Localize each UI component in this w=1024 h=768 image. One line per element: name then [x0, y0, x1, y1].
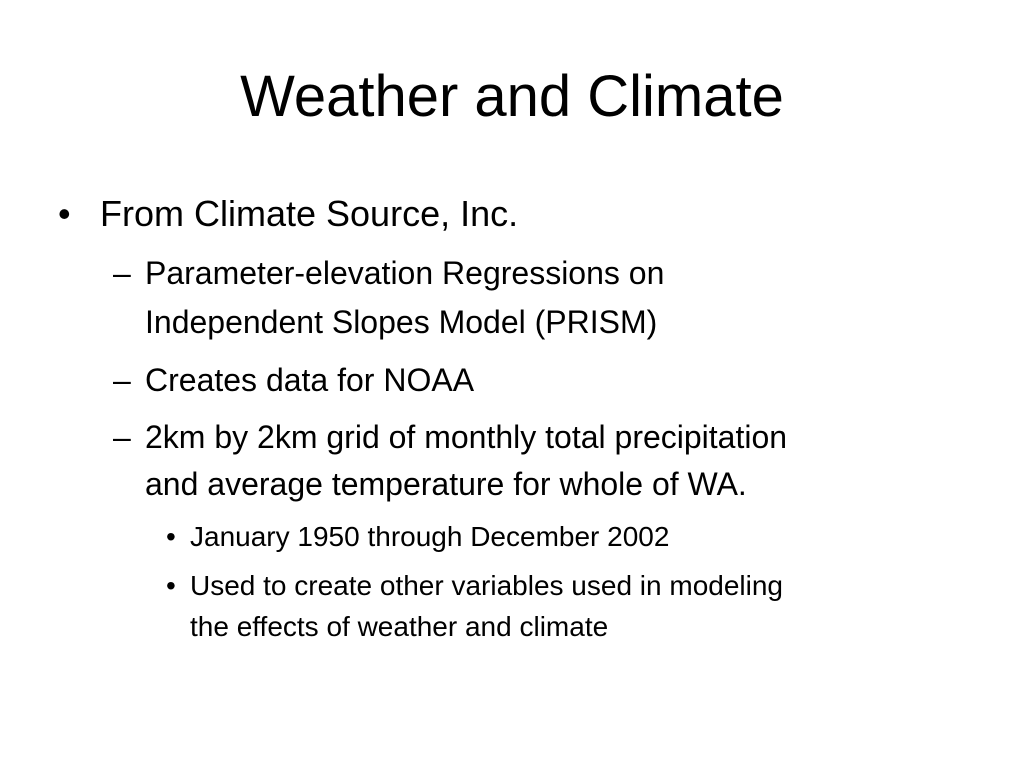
sub-sub-bullet-line: Used to create other variables used in modeling [190, 570, 784, 601]
bullet-text: From Climate Source, Inc. [100, 193, 519, 234]
sub-bullet-marker: – [113, 362, 131, 398]
bullet-marker: • [58, 193, 71, 234]
sub-bullet-line: Parameter-elevation Regressions on [145, 255, 665, 291]
sub-bullet-marker: – [113, 255, 131, 291]
sub-bullet-marker: – [113, 419, 131, 455]
sub-sub-bullet-line: the effects of weather and climate [190, 611, 609, 642]
sub-sub-bullet-line: January 1950 through December 2002 [190, 521, 670, 552]
sub-bullet-line: 2km by 2km grid of monthly total precipitation [145, 419, 788, 455]
sub-bullet-line: Independent Slopes Model (PRISM) [145, 304, 658, 340]
sub-sub-bullet-marker: • [166, 570, 176, 601]
sub-bullet-line: and average temperature for whole of WA. [145, 466, 747, 502]
slide-title: Weather and Climate [240, 64, 784, 129]
sub-bullet-line: Creates data for NOAA [145, 362, 475, 398]
sub-sub-bullet-marker: • [166, 521, 176, 552]
